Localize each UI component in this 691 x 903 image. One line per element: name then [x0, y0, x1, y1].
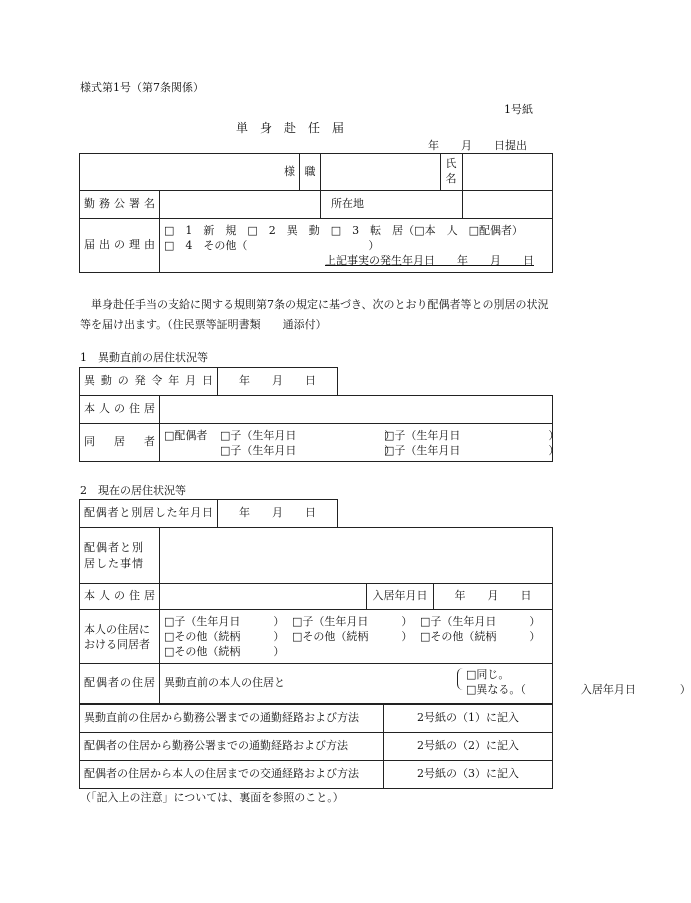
move-in-field[interactable]: 年 月 日: [434, 584, 553, 610]
applicant-table: [79, 153, 553, 273]
intro-paragraph: 単身赴任手当の支給に関する規則第7条の規定に基づき、次のとおり配偶者等との別居の状況等を届け出ます。（住民票等証明書類 通添付）: [80, 298, 549, 331]
current-cohabitants-label: 本人の住居における同居者: [80, 610, 160, 664]
cur-child-1[interactable]: □子（生年月日 ）: [164, 615, 285, 628]
separated-date-label: 配偶者と別居した年月日: [80, 500, 218, 528]
form-number: 様式第1号（第7条関係）: [80, 81, 204, 94]
section2-table-b: [79, 527, 691, 704]
cur-other-2[interactable]: □その他（続柄 ）: [292, 630, 413, 643]
cohabitants-label: 同 居 者: [80, 424, 160, 462]
reason-options-2[interactable]: □ 4 その他（ ）: [164, 239, 380, 252]
spouse-residence-text: 異動直前の本人の住居と: [164, 676, 285, 689]
different-checkbox[interactable]: □異なる。（ 入居年月日 ）: [466, 683, 691, 696]
route3-value: 2号紙の（3）に記入: [384, 761, 553, 789]
cur-child-2[interactable]: □子（生年月日 ）: [292, 615, 413, 628]
route2-label: 配偶者の住居から勤務公署までの通勤経路および方法: [80, 733, 384, 761]
spouse-residence-label: 配偶者の住居: [80, 664, 160, 704]
position-field[interactable]: [321, 154, 441, 191]
route1-value: 2号紙の（1）に記入: [384, 705, 553, 733]
child-4[interactable]: □子（生年月日 ）: [384, 443, 560, 457]
section1-heading: 1 異動直前の居住状況等: [80, 351, 208, 364]
cur-other-3[interactable]: □その他（続柄 ）: [420, 630, 541, 643]
brace: [457, 668, 464, 690]
reason-options-1[interactable]: □ 1 新 規 □ 2 異 動 □ 3 転 居（□本 人 □配偶者）: [164, 224, 523, 237]
route3-label: 配偶者の住居から本人の住居までの交通経路および方法: [80, 761, 384, 789]
section1-table-b: [79, 395, 560, 462]
office-field[interactable]: [160, 191, 321, 219]
shoku-label: 職: [300, 154, 321, 191]
order-date-field[interactable]: 年 月 日: [218, 368, 338, 396]
sheet-number: 1号紙: [504, 103, 533, 116]
reason-date: 上記事実の発生年月日 年 月 日: [325, 254, 534, 267]
name-label: 氏名: [441, 154, 463, 191]
location-field[interactable]: [463, 191, 553, 219]
move-in-label: 入居年月日: [367, 584, 434, 610]
name-field[interactable]: [463, 154, 553, 191]
separation-reason-field[interactable]: [160, 528, 553, 584]
page-title: 単 身 赴 任 届: [236, 121, 345, 135]
section2-table-a: [79, 499, 338, 528]
footnote: （「記入上の注意」については、裏面を参照のこと。）: [80, 791, 344, 804]
section1-table-a: [79, 367, 338, 396]
child-1[interactable]: □子（生年月日 ）: [220, 428, 396, 442]
order-date-label: 異動の発令年月日: [80, 368, 218, 396]
cur-child-3[interactable]: □子（生年月日 ）: [420, 615, 541, 628]
same-checkbox[interactable]: □同じ。: [466, 668, 510, 681]
section2-heading: 2 現在の居住状況等: [80, 484, 186, 497]
route-table: [79, 704, 553, 789]
current-residence-field[interactable]: [160, 584, 367, 610]
separation-reason-label: 配偶者と別居した事情: [80, 528, 160, 584]
spouse-checkbox[interactable]: □配偶者: [164, 428, 208, 442]
office-label: 勤務公署名: [80, 191, 160, 219]
cur-other-4[interactable]: □その他（続柄 ）: [164, 645, 285, 658]
reason-label: 届出の理由: [80, 219, 160, 273]
separated-date-field[interactable]: 年 月 日: [218, 500, 338, 528]
sama-label: 様: [80, 154, 300, 191]
residence-label: 本人の住居: [80, 396, 160, 424]
route1-label: 異動直前の住居から勤務公署までの通勤経路および方法: [80, 705, 384, 733]
location-label: 所在地: [321, 191, 463, 219]
cur-other-1[interactable]: □その他（続柄 ）: [164, 630, 285, 643]
child-2[interactable]: □子（生年月日 ）: [220, 443, 396, 457]
current-residence-label: 本人の住居: [80, 584, 160, 610]
route2-value: 2号紙の（2）に記入: [384, 733, 553, 761]
child-3[interactable]: □子（生年月日 ）: [384, 428, 560, 442]
residence-field[interactable]: [160, 396, 553, 424]
submission-date: 年 月 日提出: [428, 139, 527, 152]
